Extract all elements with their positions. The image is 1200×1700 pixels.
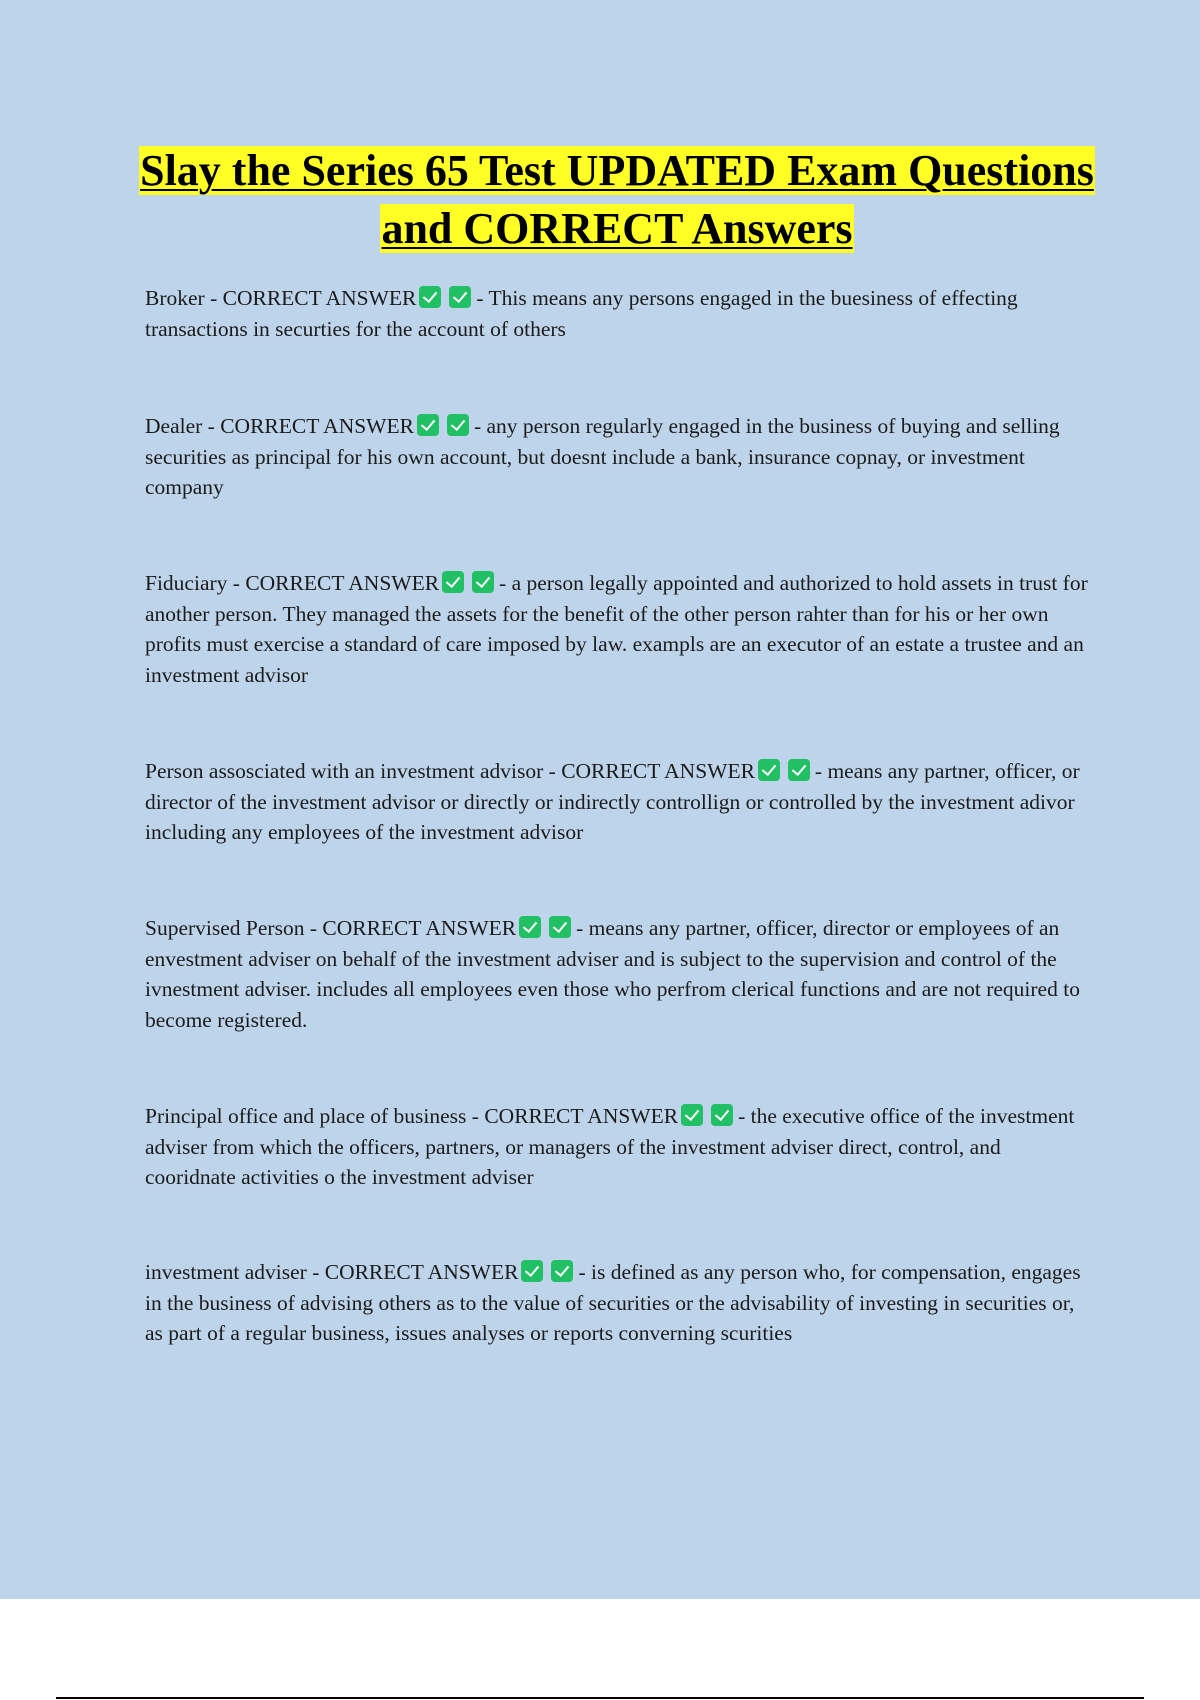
entry-term: Person assosciated with an investment advisor (145, 759, 544, 783)
entry-term: investment adviser (145, 1260, 307, 1284)
definition-entry-fiduciary (145, 568, 1090, 690)
green-checkmark-icon (551, 1260, 573, 1282)
definition-entry-broker (145, 283, 1090, 344)
green-checkmark-icon (681, 1104, 703, 1126)
entry-definition: - means any partner, officer, or director of the investment advisor or directly or indirectly controllign or controlled by the investment adivor including any employees of the investment advisor (145, 759, 1080, 844)
entry-answer-marker: - CORRECT ANSWER (548, 759, 755, 783)
green-checkmark-icon (711, 1104, 733, 1126)
entry-definition: - the executive office of the investment adviser from which the officers, partners, or managers of the investment adviser direct, control, and cooridnate activities o the investment adviser (145, 1104, 1075, 1189)
definition-entry-associated-person (145, 756, 1090, 848)
green-checkmark-icon (442, 571, 464, 593)
definition-entry-principal-office (145, 1101, 1090, 1193)
green-checkmark-icon (519, 916, 541, 938)
footer-divider (56, 1697, 1144, 1699)
entry-answer-marker: - CORRECT ANSWER (309, 916, 517, 940)
green-checkmark-icon (521, 1260, 543, 1282)
entry-term: Dealer (145, 414, 203, 438)
entry-answer-marker: - CORRECT ANSWER (232, 571, 440, 595)
entry-definition: - is defined as any person who, for compensation, engages in the business of advising others as to the value of securities or the advisability of investing in securities or, as part of a regular business, issues analyses or reports converning scurities (145, 1260, 1081, 1345)
entry-answer-marker: - CORRECT ANSWER (312, 1260, 519, 1284)
entry-term: Broker (145, 286, 205, 310)
green-checkmark-icon (788, 759, 810, 781)
entry-definition: - means any partner, officer, director or employees of an envestment adviser on behalf of the investment adviser and is subject to the supervision and control of the ivnestment adviser. includes all employees even those who perfrom clerical functions and are not required to become registered. (145, 916, 1080, 1032)
entry-definition: - a person legally appointed and authorized to hold assets in trust for another person. They managed the assets for the benefit of the other person rahter than for his or her own profits must exercise a standard of care imposed by law. exampls are an executor of an estate a trustee and an investment advisor (145, 571, 1088, 687)
green-checkmark-icon (447, 414, 469, 436)
definition-entry-dealer (145, 411, 1090, 503)
entry-definition: - any person regularly engaged in the business of buying and selling securities as principal for his own account, but doesnt include a bank, insurance copnay, or investment company (145, 414, 1060, 499)
entry-term: Principal office and place of business (145, 1104, 467, 1128)
green-checkmark-icon (758, 759, 780, 781)
green-checkmark-icon (549, 916, 571, 938)
entry-term: Supervised Person (145, 916, 305, 940)
entry-answer-marker: - CORRECT ANSWER (210, 286, 417, 310)
green-checkmark-icon (472, 571, 494, 593)
green-checkmark-icon (419, 286, 441, 308)
entry-answer-marker: - CORRECT ANSWER (207, 414, 414, 438)
green-checkmark-icon (417, 414, 439, 436)
entry-definition: - This means any persons engaged in the buesiness of effecting transactions in securties for the account of others (145, 286, 1018, 341)
document-title (120, 142, 1114, 258)
definition-entry-investment-adviser (145, 1257, 1090, 1349)
definition-entry-supervised-person (145, 913, 1090, 1035)
title-highlight: Slay the Series 65 Test UPDATED Exam Questions and CORRECT Answers (140, 146, 1094, 253)
entry-term: Fiduciary (145, 571, 228, 595)
green-checkmark-icon (449, 286, 471, 308)
entry-answer-marker: - CORRECT ANSWER (471, 1104, 679, 1128)
